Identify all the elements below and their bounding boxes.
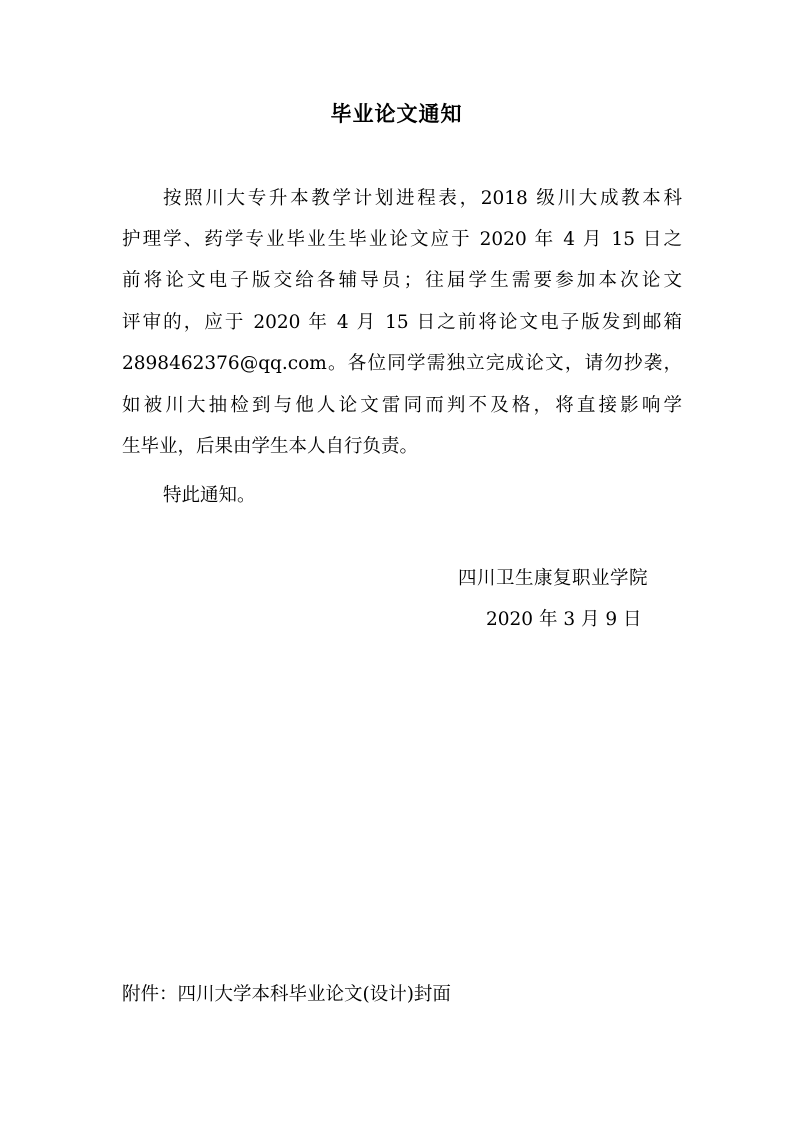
signature-organization: 四川卫生康复职业学院 bbox=[458, 568, 649, 589]
body-line-6: 如被川大抽检到与他人论文雷同而判不及格，将直接影响学 bbox=[122, 395, 682, 416]
signature-date: 2020 年 3 月 9 日 bbox=[486, 609, 642, 630]
closing-text: 特此通知。 bbox=[163, 485, 256, 506]
document-title: 毕业论文通知 bbox=[330, 102, 463, 126]
body-line-3: 前将论文电子版交给各辅导员；往届学生需要参加本次论文 bbox=[122, 270, 682, 291]
body-line-5: 2898462376@qq.com。各位同学需独立完成论文，请勿抄袭， bbox=[122, 353, 682, 374]
attachment-note: 附件：四川大学本科毕业论文(设计)封面 bbox=[122, 984, 451, 1005]
body-line-7: 生毕业，后果由学生本人自行负责。 bbox=[122, 436, 419, 457]
body-line-1: 按照川大专升本教学计划进程表，2018 级川大成教本科 bbox=[163, 188, 682, 209]
body-line-4: 评审的，应于 2020 年 4 月 15 日之前将论文电子版发到邮箱 bbox=[122, 312, 682, 333]
body-line-2: 护理学、药学专业毕业生毕业论文应于 2020 年 4 月 15 日之 bbox=[122, 229, 682, 250]
